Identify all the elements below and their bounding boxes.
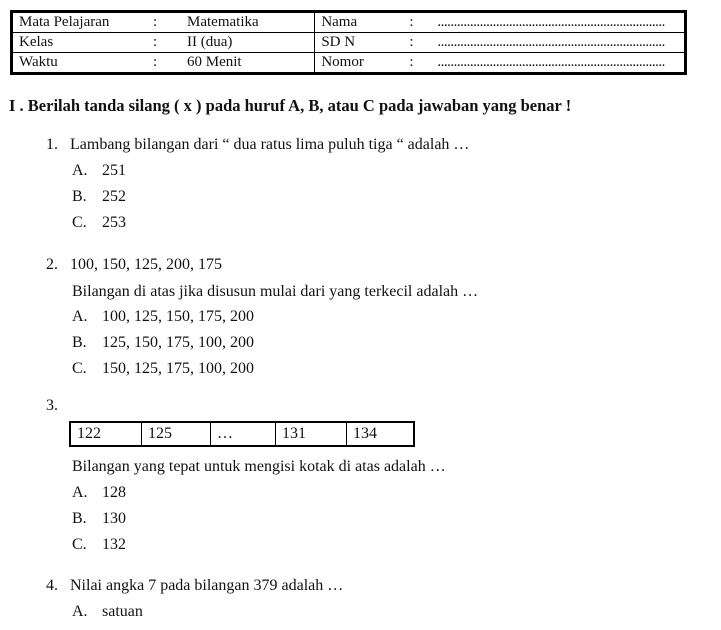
colon: : xyxy=(409,54,414,70)
option-text: 253 xyxy=(102,214,126,231)
name-blank-line[interactable]: ...................................................................... xyxy=(437,14,665,30)
option-letter: A. xyxy=(72,603,88,620)
header-cell-subject xyxy=(12,12,315,33)
number-label: Nomor xyxy=(321,54,364,70)
sequence-row xyxy=(70,422,414,446)
class-label: Kelas xyxy=(19,34,54,50)
class-value: II (dua) xyxy=(187,34,233,50)
option-2c[interactable] xyxy=(72,360,254,378)
question-1 xyxy=(46,136,469,154)
header-table xyxy=(10,10,687,75)
question-4 xyxy=(46,577,343,595)
header-row xyxy=(12,12,686,33)
option-text: 251 xyxy=(102,162,126,179)
option-text: 132 xyxy=(102,536,126,553)
option-2b[interactable] xyxy=(72,334,254,352)
option-text: 130 xyxy=(102,510,126,527)
option-letter: B. xyxy=(72,334,87,351)
option-2a[interactable] xyxy=(72,308,254,326)
sequence-box: 125 xyxy=(142,422,211,446)
header-row xyxy=(12,33,686,53)
school-blank-line[interactable]: ...................................................................... xyxy=(437,34,665,50)
instruction-heading: I . Berilah tanda silang ( x ) pada huruf A, B, atau C pada jawaban yang benar ! xyxy=(9,96,572,115)
colon: : xyxy=(409,34,414,50)
time-label: Waktu xyxy=(19,54,58,70)
question-text: Nilai angka 7 pada bilangan 379 adalah … xyxy=(70,577,344,594)
header-cell-number[interactable] xyxy=(315,53,686,74)
header-cell-name[interactable] xyxy=(315,12,686,33)
question-2 xyxy=(46,256,222,274)
question-number: 4. xyxy=(46,577,58,594)
option-letter: B. xyxy=(72,510,87,527)
header-cell-class xyxy=(12,33,315,53)
colon: : xyxy=(153,14,158,30)
option-letter: A. xyxy=(72,484,88,501)
question-number: 2. xyxy=(46,256,58,273)
colon: : xyxy=(153,54,158,70)
school-label: SD N xyxy=(321,34,356,50)
option-4a[interactable] xyxy=(72,603,143,621)
colon: : xyxy=(409,14,414,30)
time-value: 60 Menit xyxy=(187,54,242,70)
option-1a[interactable] xyxy=(72,162,126,180)
sequence-box: 122 xyxy=(70,422,142,446)
option-1c[interactable] xyxy=(72,214,126,232)
question-subtext: Bilangan yang tepat untuk mengisi kotak di atas adalah … xyxy=(72,458,446,475)
option-1b[interactable] xyxy=(72,188,126,206)
option-letter: A. xyxy=(72,308,88,325)
sequence-box: 134 xyxy=(347,422,415,446)
option-text: 252 xyxy=(102,188,126,205)
question-3 xyxy=(46,397,70,415)
option-text: 150, 125, 175, 100, 200 xyxy=(102,360,254,377)
option-3a[interactable] xyxy=(72,484,126,502)
option-letter: C. xyxy=(72,360,87,377)
subject-value: Matematika xyxy=(187,14,259,30)
option-3c[interactable] xyxy=(72,536,126,554)
number-sequence-boxes xyxy=(69,421,415,447)
name-label: Nama xyxy=(321,14,358,30)
question-text: Lambang bilangan dari “ dua ratus lima puluh tiga “ adalah … xyxy=(70,136,470,153)
header-cell-time xyxy=(12,53,315,74)
option-letter: C. xyxy=(72,536,87,553)
colon: : xyxy=(153,34,158,50)
question-text: 100, 150, 125, 200, 175 xyxy=(70,256,222,273)
question-subtext: Bilangan di atas jika disusun mulai dari yang terkecil adalah … xyxy=(72,283,479,300)
option-text: satuan xyxy=(102,603,143,620)
sequence-box: 131 xyxy=(276,422,347,446)
sequence-box-blank: … xyxy=(211,422,276,446)
subject-label: Mata Pelajaran xyxy=(19,14,110,30)
question-number: 1. xyxy=(46,136,58,153)
question-number: 3. xyxy=(46,397,58,414)
header-row xyxy=(12,53,686,74)
option-letter: A. xyxy=(72,162,88,179)
option-text: 125, 150, 175, 100, 200 xyxy=(102,334,254,351)
option-text: 128 xyxy=(102,484,126,501)
header-cell-school[interactable] xyxy=(315,33,686,53)
number-blank-line[interactable]: ...................................................................... xyxy=(437,54,665,70)
option-letter: B. xyxy=(72,188,87,205)
option-letter: C. xyxy=(72,214,87,231)
option-text: 100, 125, 150, 175, 200 xyxy=(102,308,254,325)
option-3b[interactable] xyxy=(72,510,126,528)
